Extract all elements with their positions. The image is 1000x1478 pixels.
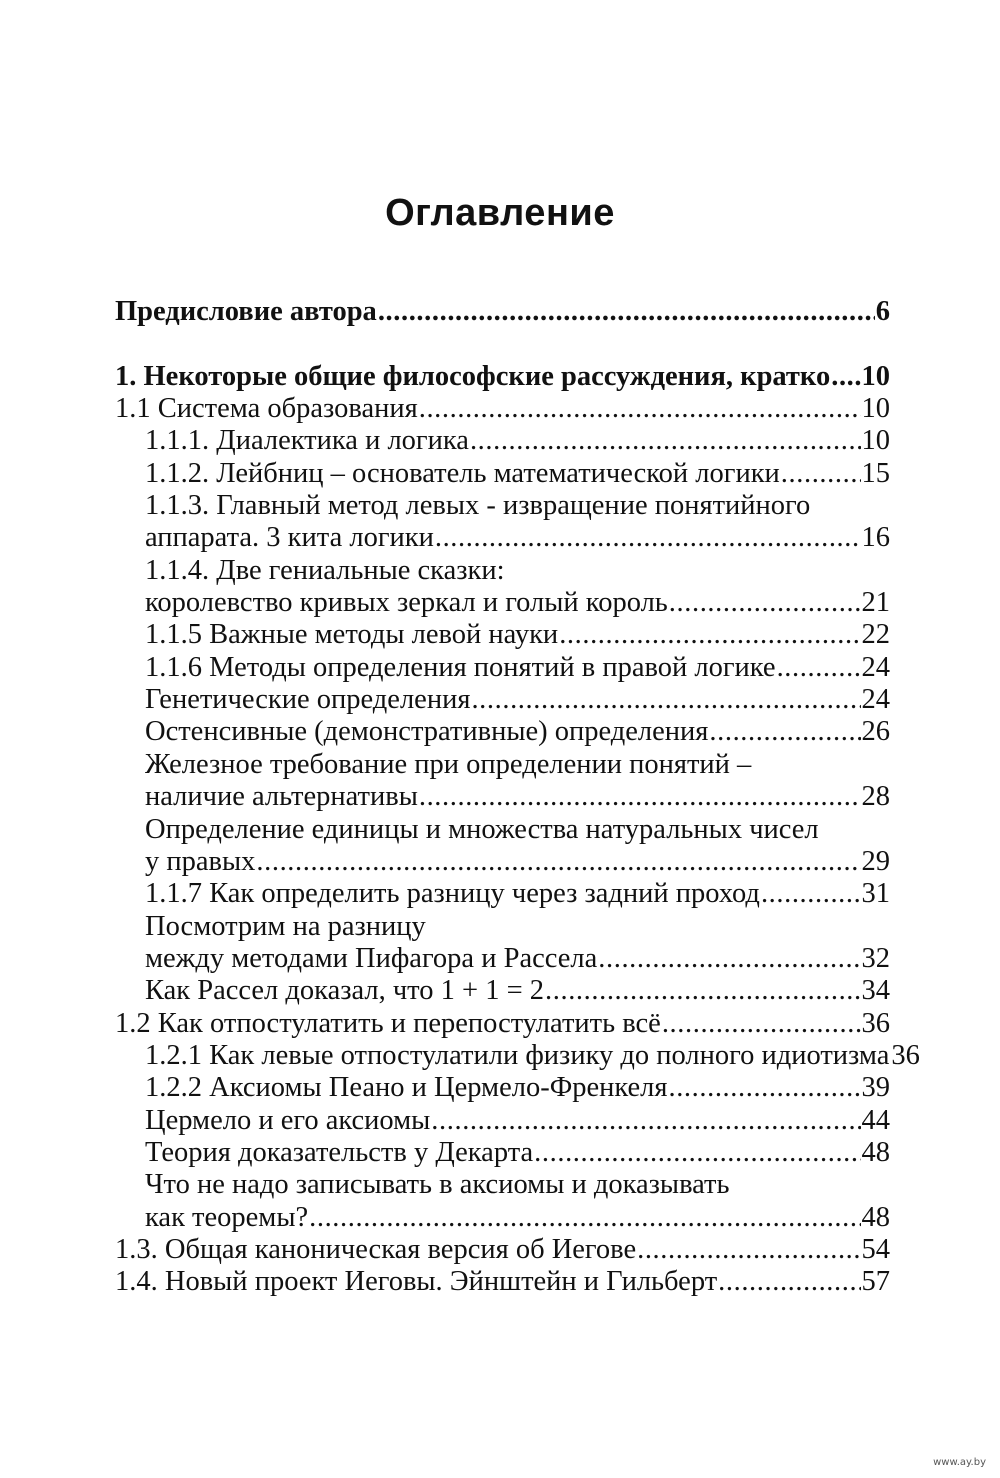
toc-entry-title: Теория доказательств у Декарта — [145, 1136, 534, 1168]
toc-entry — [115, 522, 890, 554]
toc-entry — [115, 1234, 890, 1266]
toc-entry-title: 1.4. Новый проект Иеговы. Эйнштейн и Гильберт — [115, 1266, 718, 1298]
section-gap — [115, 328, 890, 360]
toc-entry-title: Железное требование при определении понятий – — [145, 748, 752, 780]
toc-entry-page-number: 21 — [861, 587, 890, 619]
dot-leader — [777, 652, 861, 684]
toc-entry-title: Посмотрим на разницу — [145, 910, 426, 942]
toc-entry — [115, 587, 890, 619]
toc-entry-title: 1.2.1 Как левые отпостулатили физику до полного идиотизма — [145, 1039, 890, 1071]
toc-entry-page-number: 16 — [861, 522, 890, 554]
dot-leader — [669, 587, 861, 619]
toc-entry — [115, 393, 890, 425]
dot-leader — [831, 361, 860, 393]
toc-entry-page-number: 10 — [861, 425, 890, 457]
toc-entry — [115, 878, 890, 910]
dot-leader — [431, 1105, 860, 1137]
toc-entry-page-number: 15 — [861, 457, 890, 489]
toc-entry-title: Как Рассел доказал, что 1 + 1 = 2 — [145, 975, 545, 1007]
toc-entry-title: аппарата. 3 кита логики — [145, 522, 434, 554]
toc-entry-page-number: 48 — [861, 1201, 890, 1233]
toc-entry-page-number: 34 — [861, 975, 890, 1007]
toc-entry-page-number: 57 — [861, 1266, 890, 1298]
dot-leader — [378, 296, 875, 328]
toc-entry-title: как теоремы? — [145, 1201, 309, 1233]
dot-leader — [471, 684, 860, 716]
toc-entry — [115, 361, 890, 393]
dot-leader — [662, 1008, 861, 1040]
toc-entry-title: королевство кривых зеркал и голый король — [145, 587, 668, 619]
dot-leader — [534, 1137, 860, 1169]
toc-entry — [115, 1266, 890, 1298]
dot-leader — [419, 393, 861, 425]
toc-entry — [115, 716, 890, 748]
dot-leader — [470, 425, 861, 457]
toc-entry-title: 1.1 Система образования — [115, 393, 418, 425]
toc-entry-title: наличие альтернативы — [145, 781, 418, 813]
toc-entry — [115, 814, 890, 846]
toc-entry-title: Определение единицы и множества натуральных чисел — [145, 813, 819, 845]
toc-entry-title: 1. Некоторые общие философские рассуждения, кратко — [115, 360, 831, 392]
toc-entry — [115, 749, 890, 781]
toc-entry-title: 1.1.1. Диалектика и логика — [145, 425, 469, 457]
toc-entry — [115, 911, 890, 943]
table-of-contents — [115, 296, 920, 1299]
toc-entry-page-number: 31 — [861, 878, 890, 910]
dot-leader — [761, 878, 861, 910]
dot-leader — [435, 522, 861, 554]
toc-entry — [115, 1169, 890, 1201]
toc-entry-page-number: 48 — [861, 1136, 890, 1168]
toc-entry-title: 1.2.2 Аксиомы Пеано и Цермело-Френкеля — [145, 1072, 668, 1104]
toc-entry-page-number: 29 — [861, 845, 890, 877]
toc-entry-page-number: 6 — [875, 296, 890, 327]
toc-entry-title: Генетические определения — [145, 684, 471, 716]
toc-entry-title: Что не надо записывать в аксиомы и доказывать — [145, 1169, 730, 1201]
watermark: www.ay.by — [933, 1457, 986, 1468]
dot-leader — [309, 1202, 860, 1234]
dot-leader — [419, 781, 861, 813]
dot-leader — [545, 975, 860, 1007]
toc-entry-page-number: 36 — [891, 1039, 920, 1071]
toc-entry — [115, 555, 890, 587]
toc-entry-page-number: 32 — [861, 942, 890, 974]
toc-entry-title: между методами Пифагора и Рассела — [145, 942, 598, 974]
dot-leader — [709, 716, 860, 748]
toc-entry-title: Предисловие автора — [115, 296, 377, 327]
toc-entry-page-number: 10 — [861, 360, 890, 392]
dot-leader — [256, 846, 860, 878]
toc-entry-page-number: 24 — [861, 684, 890, 716]
toc-entry-page-number: 54 — [861, 1233, 890, 1265]
dot-leader — [668, 1072, 860, 1104]
toc-entry-title: 1.1.2. Лейбниц – основатель математической логики — [145, 457, 780, 489]
toc-entry-title: 1.2 Как отпостулатить и перепостулатить всё — [115, 1007, 661, 1039]
toc-entry — [115, 943, 890, 975]
toc-entry — [115, 1008, 890, 1040]
toc-entry-title: Цермело и его аксиомы — [145, 1104, 431, 1136]
dot-leader — [718, 1266, 860, 1298]
toc-entry-page-number: 22 — [861, 619, 890, 651]
dot-leader — [637, 1234, 860, 1266]
toc-entry-page-number: 10 — [861, 393, 890, 425]
toc-entry — [115, 1202, 890, 1234]
toc-entry — [115, 296, 890, 328]
toc-entry — [115, 684, 890, 716]
toc-entry-page-number: 39 — [861, 1072, 890, 1104]
toc-entry-title: 1.1.5 Важные методы левой науки — [145, 619, 559, 651]
toc-entry — [115, 1039, 920, 1072]
toc-entry-title: Остенсивные (демонстративные) определения — [145, 716, 709, 748]
toc-entry — [115, 652, 890, 684]
toc-entry — [115, 1137, 890, 1169]
dot-leader — [559, 619, 860, 651]
toc-entry-title: 1.1.6 Методы определения понятий в правой логике — [145, 651, 776, 683]
toc-entry — [115, 781, 890, 813]
toc-entry — [115, 619, 890, 651]
toc-entry-page-number: 28 — [861, 781, 890, 813]
toc-entry — [115, 846, 890, 878]
toc-entry-title: 1.1.4. Две гениальные сказки: — [145, 554, 505, 586]
toc-entry — [115, 425, 890, 457]
toc-entry-page-number: 44 — [861, 1104, 890, 1136]
toc-entry-title: 1.3. Общая каноническая версия об Иегове — [115, 1233, 637, 1265]
dot-leader — [598, 943, 860, 975]
toc-entry-page-number: 24 — [861, 651, 890, 683]
dot-leader — [781, 458, 861, 490]
toc-entry-title: 1.1.7 Как определить разницу через задний проход — [145, 878, 760, 910]
toc-entry — [115, 1072, 890, 1104]
toc-entry-title: 1.1.3. Главный метод левых - извращение понятийного — [145, 490, 811, 522]
toc-entry-title: у правых — [145, 845, 256, 877]
toc-entry — [115, 490, 890, 522]
toc-entry — [115, 1105, 890, 1137]
page-title: Оглавление — [385, 192, 615, 234]
toc-entry — [115, 975, 890, 1007]
toc-entry-page-number: 36 — [861, 1007, 890, 1039]
toc-entry — [115, 458, 890, 490]
toc-entry-page-number: 26 — [861, 716, 890, 748]
